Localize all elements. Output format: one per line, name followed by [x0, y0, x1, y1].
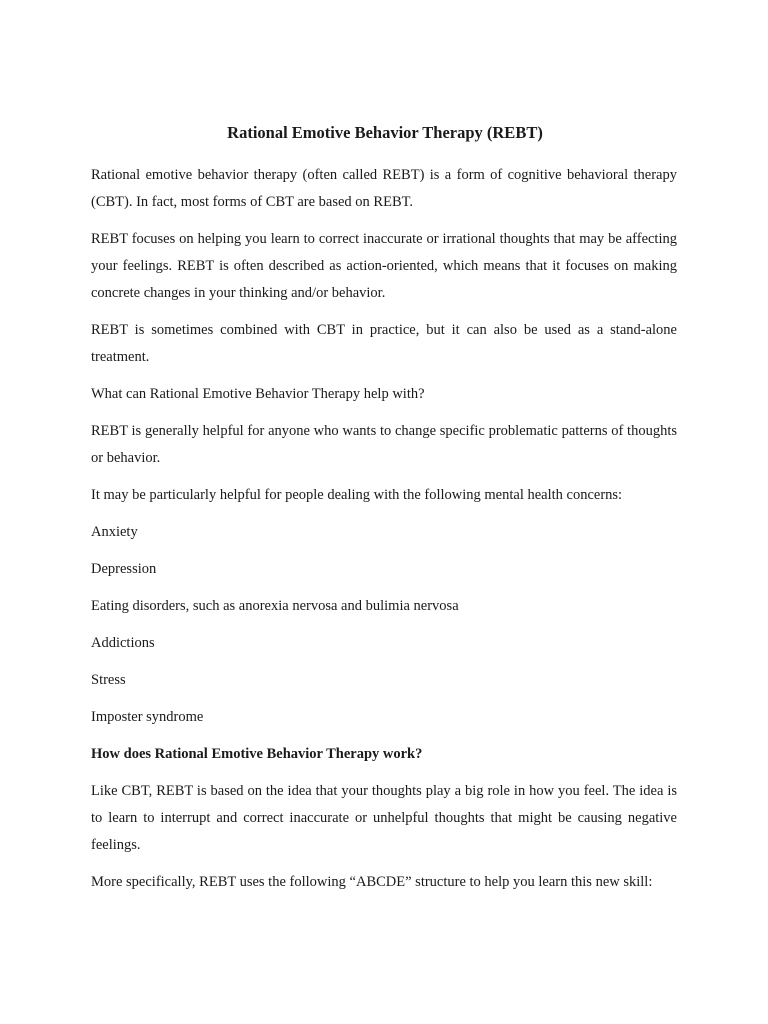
concerns-intro: It may be particularly helpful for people dealing with the following mental health concerns:: [91, 487, 623, 503]
condition-item: Anxiety: [91, 524, 138, 540]
document-title: Rational Emotive Behavior Therapy (REBT): [227, 123, 543, 142]
condition-item: Eating disorders, such as anorexia nervosa and bulimia nervosa: [91, 598, 459, 614]
mechanism-paragraph: Like CBT, REBT is based on the idea that your thoughts play a big role in how you feel. The idea is to learn to interrupt and correct inaccurate or unhelpful thoughts that might be causing negative feelings.: [91, 783, 677, 853]
how-it-works-heading: How does Rational Emotive Behavior Therapy work?: [91, 746, 423, 762]
document-body: [91, 121, 677, 906]
condition-item: Depression: [91, 561, 157, 577]
abcde-intro: More specifically, REBT uses the following “ABCDE” structure to help you learn this new skill:: [91, 874, 653, 890]
focus-paragraph: REBT focuses on helping you learn to correct inaccurate or irrational thoughts that may be affecting your feelings. REBT is often described as action-oriented, which means that it focuses on making concrete changes in your thinking and/or behavior.: [91, 231, 677, 301]
condition-item: Stress: [91, 672, 126, 688]
combination-paragraph: REBT is sometimes combined with CBT in practice, but it can also be used as a stand-alone treatment.: [91, 322, 677, 365]
condition-item: Addictions: [91, 635, 155, 651]
intro-paragraph: Rational emotive behavior therapy (often called REBT) is a form of cognitive behavioral therapy (CBT). In fact, most forms of CBT are based on REBT.: [91, 167, 677, 210]
helpfulness-paragraph: REBT is generally helpful for anyone who wants to change specific problematic patterns of thoughts or behavior.: [91, 423, 677, 466]
help-question: What can Rational Emotive Behavior Therapy help with?: [91, 386, 425, 402]
condition-item: Imposter syndrome: [91, 709, 204, 725]
